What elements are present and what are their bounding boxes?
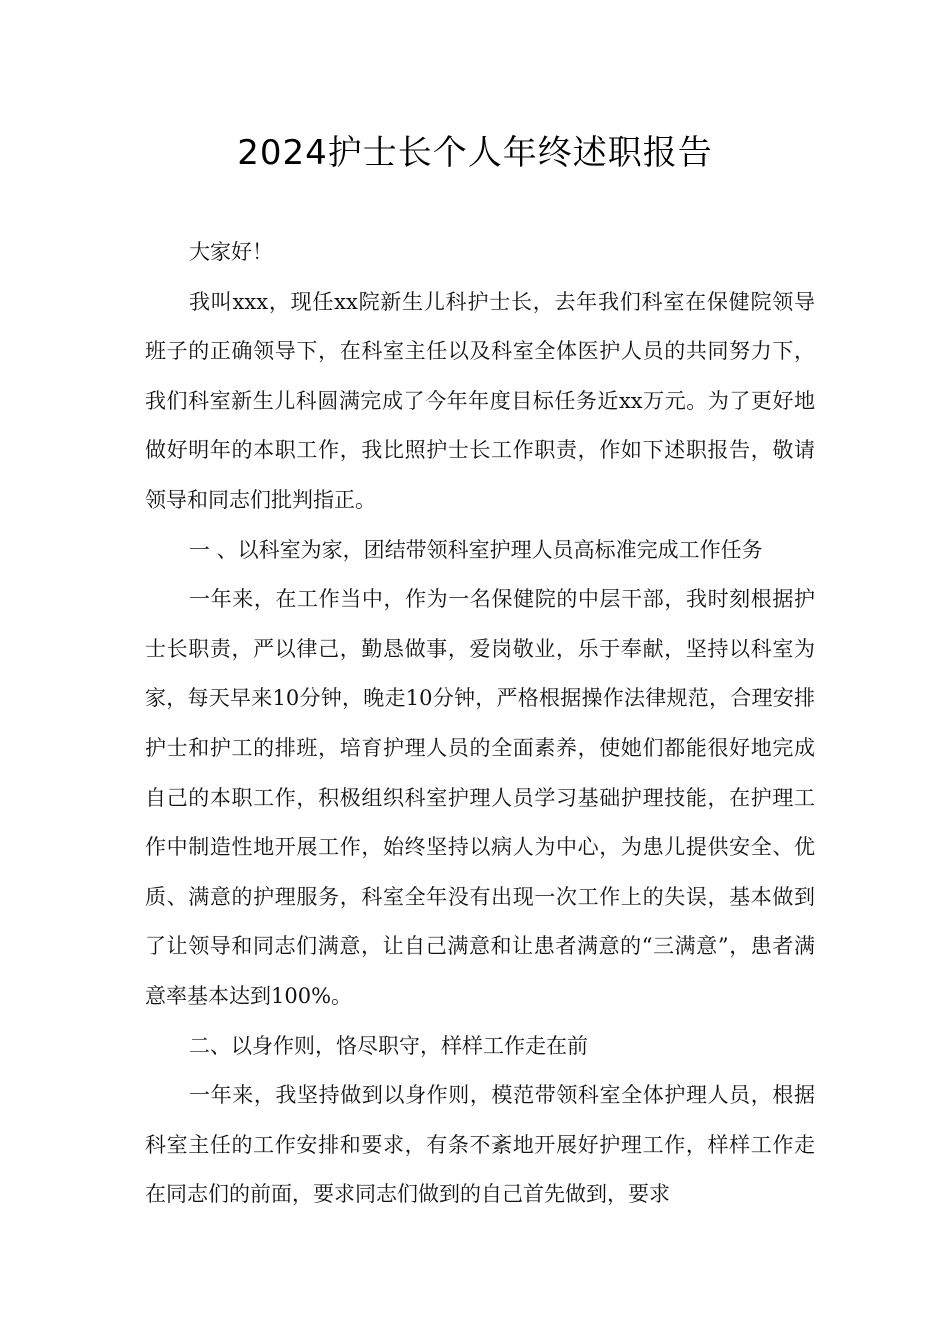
greeting: 大家好！	[189, 240, 273, 264]
document-title: 2024护士长个人年终述职报告	[237, 133, 713, 173]
section-heading-2: 二、以身作则，恪尽职守，样样工作走在前	[189, 1033, 588, 1058]
section-text-1: 一年来，在工作当中，作为一名保健院的中层干部，我时刻根据护士长职责，严以律己，勤恳做事，爱岗敬业，乐于奉献，坚持以科室为家，每天早来10分钟，晚走10分钟，严格根据操作法律规范，合理安排护士和护工的排班，培育护理人员的全面素养，使她们都能很好地完成自己的本职工作，积极组织科室护理人员学习基础护理技能，在护理工作中制造性地开展工作，始终坚持以病人为中心，为患儿提供安全、优质、满意的护理服务，科室全年没有出现一次工作上的失误，基本做到了让领导和同志们满意，让自己满意和让患者满意的“三满意”，患者满意率基本达到100%。	[145, 587, 815, 1008]
section-heading-1: 一 、以科室为家，团结带领科室护理人员高标准完成工作任务	[189, 537, 763, 562]
intro-paragraph: 我叫xxx，现任xx院新生儿科护士长，去年我们科室在保健院领导班子的正确领导下，在科室主任以及科室全体医护人员的共同努力下，我们科室新生儿科圆满完成了今年年度目标任务近xx万元。为了更好地做好明年的本职工作，我比照护士长工作职责，作如下述职报告，敬请领导和同志们批判指正。	[145, 289, 815, 512]
document-body	[145, 228, 815, 1220]
section-text-2: 一年来，我坚持做到以身作则，模范带领科室全体护理人员，根据科室主任的工作安排和要求，有条不紊地开展好护理工作，样样工作走在同志们的前面，要求同志们做到的自己首先做到，要求	[145, 1083, 815, 1207]
